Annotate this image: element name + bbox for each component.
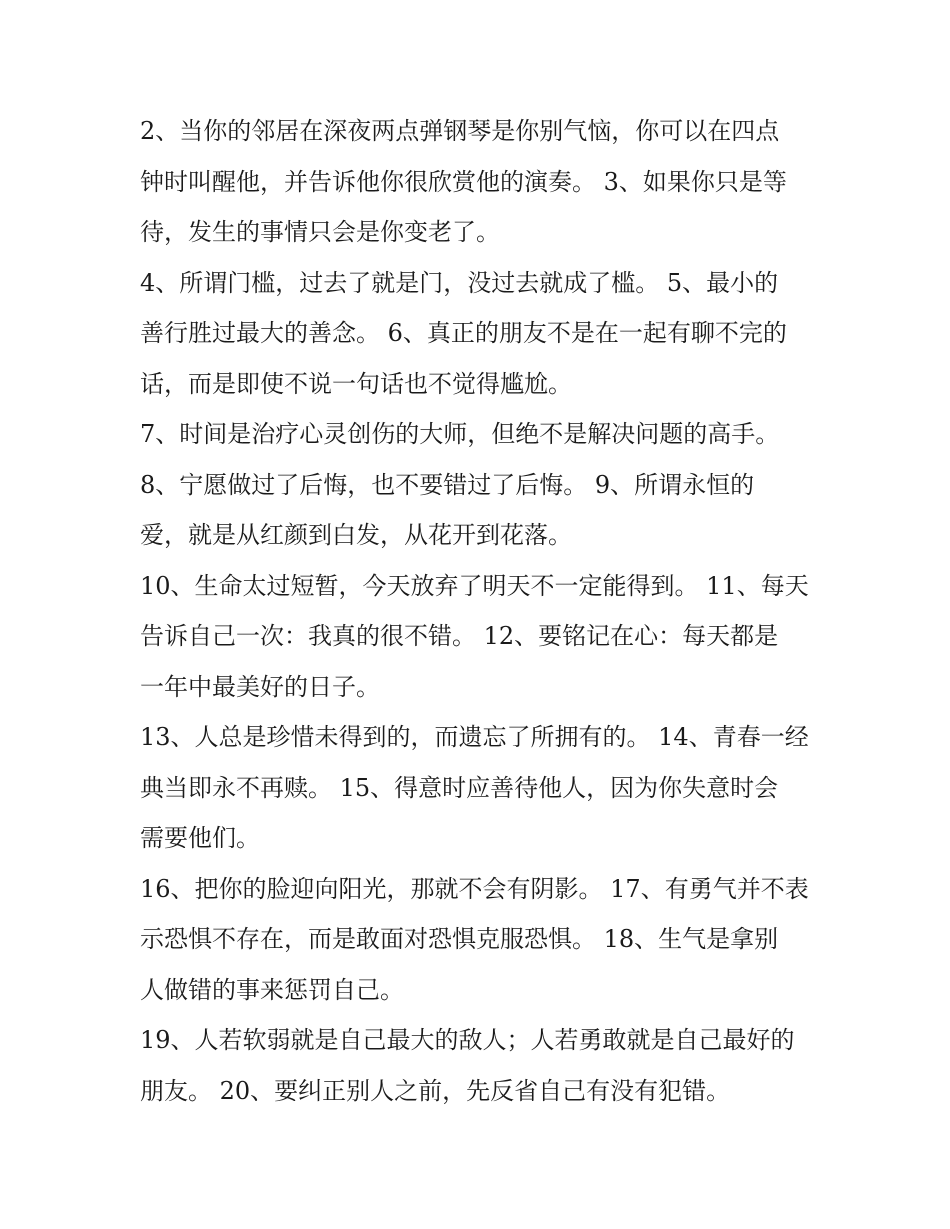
paragraph-quote-7: 7、时间是治疗心灵创伤的大师，但绝不是解决问题的高手。 xyxy=(140,420,780,448)
paragraph-quotes-4-6: 4、所谓门槛，过去了就是门，没过去就成了槛。 5、最小的 善行胜过最大的善念。 6、真正的朋友不是在一起有聊不完的 话，而是即使不说一句话也不觉得尴尬。 xyxy=(140,268,787,398)
paragraph-quotes-10-12: 10、生命太过短暂，今天放弃了明天不一定能得到。 11、每天 告诉自己一次：我真的很不错。 12、要铭记在心：每天都是 一年中最美好的日子。 xyxy=(140,571,809,701)
paragraph-quotes-8-9: 8、宁愿做过了后悔，也不要错过了后悔。 9、所谓永恒的 爱，就是从红颜到白发，从花开到花落。 xyxy=(140,470,755,549)
paragraph-quotes-19-20: 19、人若软弱就是自己最大的敌人；人若勇敢就是自己最好的 朋友。 20、要纠正别人之前，先反省自己有没有犯错。 xyxy=(140,1026,795,1105)
paragraph-quotes-16-18: 16、把你的脸迎向阳光，那就不会有阴影。 17、有勇气并不表 示恐惧不存在，而是敢面对恐惧克服恐惧。 18、生气是拿别 人做错的事来惩罚自己。 xyxy=(140,874,809,1004)
paragraph-quotes-13-15: 13、人总是珍惜未得到的，而遗忘了所拥有的。 14、青春一经 典当即永不再赎。 15、得意时应善待他人，因为你失意时会 需要他们。 xyxy=(140,723,809,852)
document-body xyxy=(140,106,820,1116)
paragraph-quotes-2-3: 2、当你的邻居在深夜两点弹钢琴是你别气恼，你可以在四点 钟时叫醒他，并告诉他你很欣赏他的演奏。 3、如果你只是等 待，发生的事情只会是你变老了。 xyxy=(140,117,787,246)
